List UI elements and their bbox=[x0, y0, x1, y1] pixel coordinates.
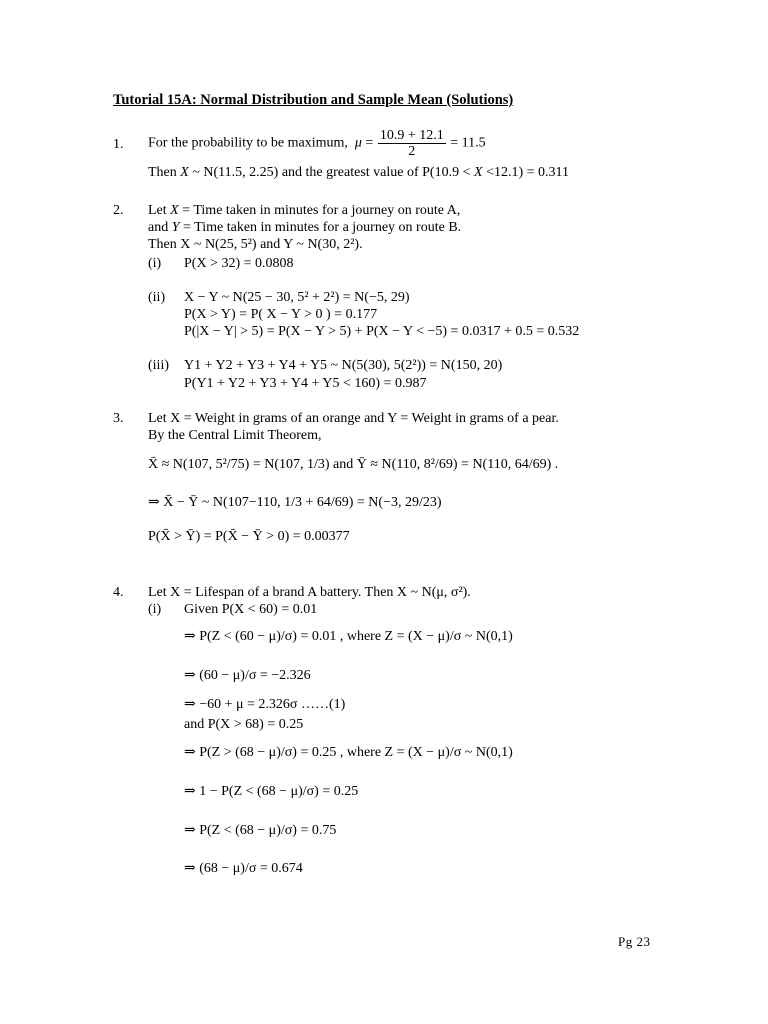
q2-i-text: P(X > 32) = 0.0808 bbox=[184, 256, 294, 271]
q2-ii-line-2: P(X > Y) = P( X − Y > 0 ) = 0.177 bbox=[184, 307, 378, 322]
q4-step-8: ⇒ (68 − μ)/σ = 0.674 bbox=[184, 861, 303, 876]
page-number: Pg 23 bbox=[618, 934, 651, 949]
q1-line-1: For the probability to be maximum, μ = $\frac{10.9 + 12.1}{2}$ = 11.5 bbox=[148, 128, 486, 159]
q2-line-1: Let X = Time taken in minutes for a journey on route A, bbox=[148, 203, 461, 218]
q3-line-2: By the Central Limit Theorem, bbox=[148, 428, 322, 443]
q1-line-2: Then X ~ N(11.5, 2.25) and the greatest value of P(10.9 < X <12.1) = 0.311 bbox=[148, 165, 569, 180]
q3-line-4: ⇒ X̄ − Ȳ ~ N(107−110, 1/3 + 64/69) = N(−3, 29/23) bbox=[148, 495, 442, 510]
q2-i-label: (i) bbox=[148, 256, 162, 271]
question-2-number: 2. bbox=[113, 203, 124, 218]
q1-fraction: $\frac{10.9 + 12.1}{2}$ bbox=[379, 128, 444, 159]
q4-i-label: (i) bbox=[148, 602, 162, 617]
q2-line-2: and Y = Time taken in minutes for a journey on route B. bbox=[148, 220, 462, 235]
q4-step-2: ⇒ (60 − μ)/σ = −2.326 bbox=[184, 668, 311, 683]
question-3-number: 3. bbox=[113, 411, 124, 426]
page-title: Tutorial 15A: Normal Distribution and Sample Mean (Solutions) bbox=[113, 92, 514, 108]
q3-line-1: Let X = Weight in grams of an orange and Y = Weight in grams of a pear. bbox=[148, 411, 559, 426]
q2-iii-line-1: Y1 + Y2 + Y3 + Y4 + Y5 ~ N(5(30), 5(2²)) = N(150, 20) bbox=[184, 358, 503, 373]
question-1-number: 1. bbox=[113, 137, 124, 152]
question-4-number: 4. bbox=[113, 585, 124, 600]
q2-iii-label: (iii) bbox=[148, 358, 169, 373]
q4-line-1: Let X = Lifespan of a brand A battery. Then X ~ N(μ, σ²). bbox=[148, 585, 471, 600]
q2-ii-line-3: P(|X − Y| > 5) = P(X − Y > 5) + P(X − Y < −5) = 0.0317 + 0.5 = 0.532 bbox=[184, 324, 580, 339]
q2-ii-line-1: X − Y ~ N(25 − 30, 5² + 2²) = N(−5, 29) bbox=[184, 290, 410, 305]
q2-iii-line-2: P(Y1 + Y2 + Y3 + Y4 + Y5 < 160) = 0.987 bbox=[184, 376, 427, 391]
q4-step-4: and P(X > 68) = 0.25 bbox=[184, 717, 304, 732]
q3-line-5: P(X̄ > Ȳ) = P(X̄ − Ȳ > 0) = 0.00377 bbox=[148, 529, 350, 544]
q4-step-3: ⇒ −60 + μ = 2.326σ ……(1) bbox=[184, 697, 346, 712]
q3-line-3: X̄ ≈ N(107, 5²/75) = N(107, 1/3) and Ȳ ≈ N(110, 8²/69) = N(110, 64/69) . bbox=[148, 457, 559, 472]
q4-step-1: ⇒ P(Z < (60 − μ)/σ) = 0.01 , where Z = (X − μ)/σ ~ N(0,1) bbox=[184, 629, 513, 644]
q4-step-7: ⇒ P(Z < (68 − μ)/σ) = 0.75 bbox=[184, 823, 337, 838]
q4-i-given: Given P(X < 60) = 0.01 bbox=[184, 602, 318, 617]
q2-ii-label: (ii) bbox=[148, 290, 166, 305]
q4-step-5: ⇒ P(Z > (68 − μ)/σ) = 0.25 , where Z = (X − μ)/σ ~ N(0,1) bbox=[184, 745, 513, 760]
q4-step-6: ⇒ 1 − P(Z < (68 − μ)/σ) = 0.25 bbox=[184, 784, 359, 799]
q2-line-3: Then X ~ N(25, 5²) and Y ~ N(30, 2²). bbox=[148, 237, 363, 252]
